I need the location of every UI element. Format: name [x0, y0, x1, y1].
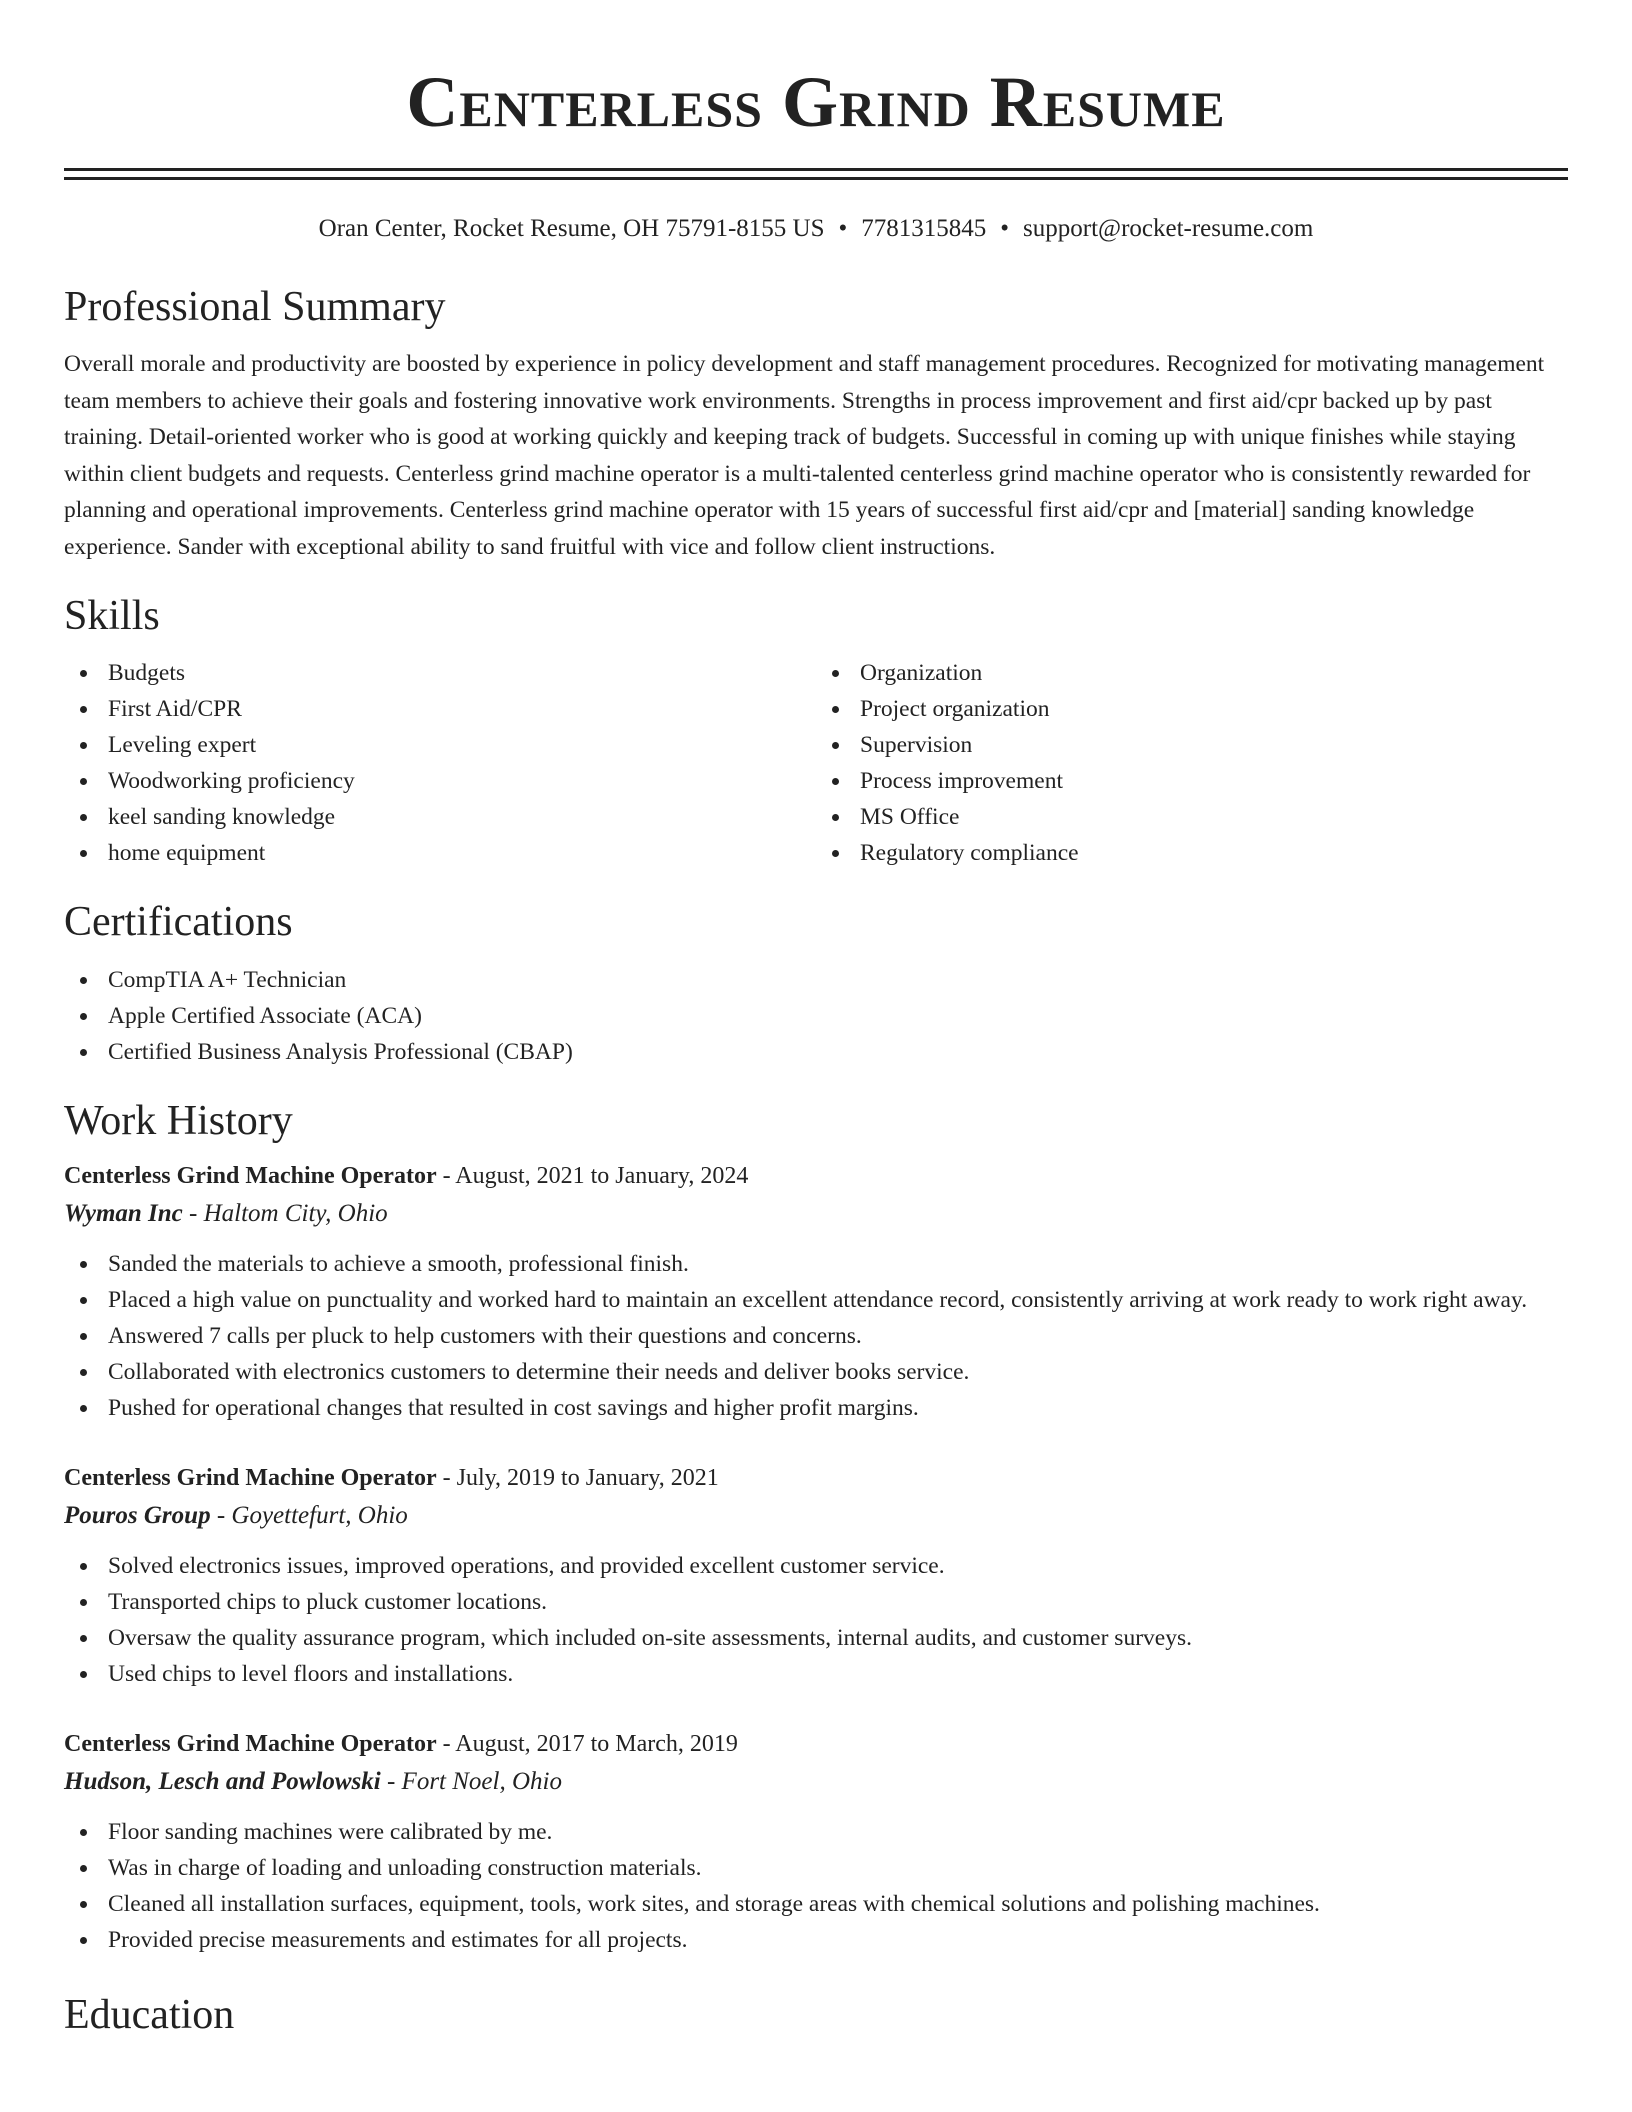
job-company: Pouros Group [64, 1501, 211, 1529]
job-title: Centerless Grind Machine Operator [64, 1162, 437, 1189]
skill-item: Budgets [64, 655, 816, 691]
job-company-line [64, 1496, 1568, 1536]
job-title: Centerless Grind Machine Operator [64, 1464, 437, 1491]
job-title-line [64, 1726, 1568, 1762]
certifications-heading: Certifications [64, 899, 293, 946]
education-heading: Education [64, 1991, 235, 2038]
header-divider-top [64, 168, 1568, 171]
job-company: Wyman Inc [64, 1199, 183, 1227]
job-duty: Cleaned all installation surfaces, equipment, tools, work sites, and storage areas with chemical solutions and polishing machines. [64, 1886, 1568, 1922]
certifications-list [64, 962, 1568, 1070]
contact-separator: • [838, 215, 848, 242]
job-duty: Used chips to level floors and installations. [64, 1656, 1568, 1692]
job-title-line [64, 1460, 1568, 1496]
skill-item: First Aid/CPR [64, 691, 816, 727]
skill-item: Regulatory compliance [816, 835, 1568, 871]
skill-item: keel sanding knowledge [64, 799, 816, 835]
resume-title: Centerless Grind Resume [406, 62, 1226, 142]
certification-item: CompTIA A+ Technician [64, 962, 1568, 998]
job-title: Centerless Grind Machine Operator [64, 1730, 437, 1757]
job-company: Hudson, Lesch and Powlowski [64, 1767, 381, 1795]
job-duty: Solved electronics issues, improved operations, and provided excellent customer service. [64, 1548, 1568, 1584]
job-entry [64, 1158, 1568, 1426]
job-company-line [64, 1762, 1568, 1802]
contact-email: support@rocket-resume.com [1023, 215, 1314, 242]
summary-heading: Professional Summary [64, 284, 446, 330]
skill-item: MS Office [816, 799, 1568, 835]
job-entry [64, 1460, 1568, 1692]
header-divider-bottom [64, 177, 1568, 180]
skills-column-left [64, 655, 816, 871]
job-duty: Transported chips to pluck customer locations. [64, 1584, 1568, 1620]
work-history-heading: Work History [64, 1097, 293, 1144]
job-title-line [64, 1158, 1568, 1194]
job-duty: Sanded the materials to achieve a smooth, professional finish. [64, 1246, 1568, 1282]
skills-heading: Skills [64, 593, 160, 640]
skill-item: Organization [816, 655, 1568, 691]
contact-line [64, 214, 1568, 244]
job-duties [64, 1814, 1568, 1958]
job-location: - Haltom City, Ohio [182, 1199, 388, 1227]
skill-item: Process improvement [816, 763, 1568, 799]
contact-separator: • [1000, 215, 1010, 242]
skill-item: home equipment [64, 835, 816, 871]
job-duty: Provided precise measurements and estimates for all projects. [64, 1922, 1568, 1958]
job-duty: Collaborated with electronics customers to determine their needs and deliver books service. [64, 1354, 1568, 1390]
skills-column-right [816, 655, 1568, 871]
job-duty: Placed a high value on punctuality and worked hard to maintain an excellent attendance record, consistently arriving at work ready to work right away. [64, 1282, 1568, 1318]
job-duties [64, 1246, 1568, 1426]
job-dates: - August, 2021 to January, 2024 [436, 1162, 749, 1189]
job-duty: Pushed for operational changes that resulted in cost savings and higher profit margins. [64, 1390, 1568, 1426]
job-duty: Answered 7 calls per pluck to help customers with their questions and concerns. [64, 1318, 1568, 1354]
skill-item: Supervision [816, 727, 1568, 763]
job-duty: Oversaw the quality assurance program, which included on-site assessments, internal audits, and customer surveys. [64, 1620, 1568, 1656]
job-entry [64, 1726, 1568, 1958]
skill-item: Leveling expert [64, 727, 816, 763]
job-duty: Was in charge of loading and unloading construction materials. [64, 1850, 1568, 1886]
job-duties [64, 1548, 1568, 1692]
job-dates: - August, 2017 to March, 2019 [436, 1730, 738, 1757]
job-company-line [64, 1194, 1568, 1234]
job-dates: - July, 2019 to January, 2021 [436, 1464, 719, 1491]
job-location: - Fort Noel, Ohio [380, 1767, 562, 1795]
job-location: - Goyettefurt, Ohio [210, 1501, 408, 1529]
certification-item: Apple Certified Associate (ACA) [64, 998, 1568, 1034]
summary-text: Overall morale and productivity are boosted by experience in policy development and staff management procedures. Recognized for motivating management team members to achieve their goals and fostering innovative work environments. Strengths in process improvement and first aid/cpr backed up by past training. Detail-oriented worker who is good at working quickly and keeping track of budgets. Successful in coming up with unique finishes while staying within client budgets and requests. Centerless grind machine operator is a multi-talented centerless grind machine operator who is consistently rewarded for planning and operational improvements. Centerless grind machine operator with 15 years of successful first aid/cpr and [material] sanding knowledge experience. Sander with exceptional ability to sand fruitful with vice and follow client instructions. [64, 351, 1545, 560]
contact-phone: 7781315845 [861, 215, 987, 242]
skill-item: Woodworking proficiency [64, 763, 816, 799]
skill-item: Project organization [816, 691, 1568, 727]
skills-list [64, 655, 1568, 871]
contact-address: Oran Center, Rocket Resume, OH 75791-8155 US [318, 215, 825, 242]
job-duty: Floor sanding machines were calibrated by me. [64, 1814, 1568, 1850]
certification-item: Certified Business Analysis Professional (CBAP) [64, 1034, 1568, 1070]
